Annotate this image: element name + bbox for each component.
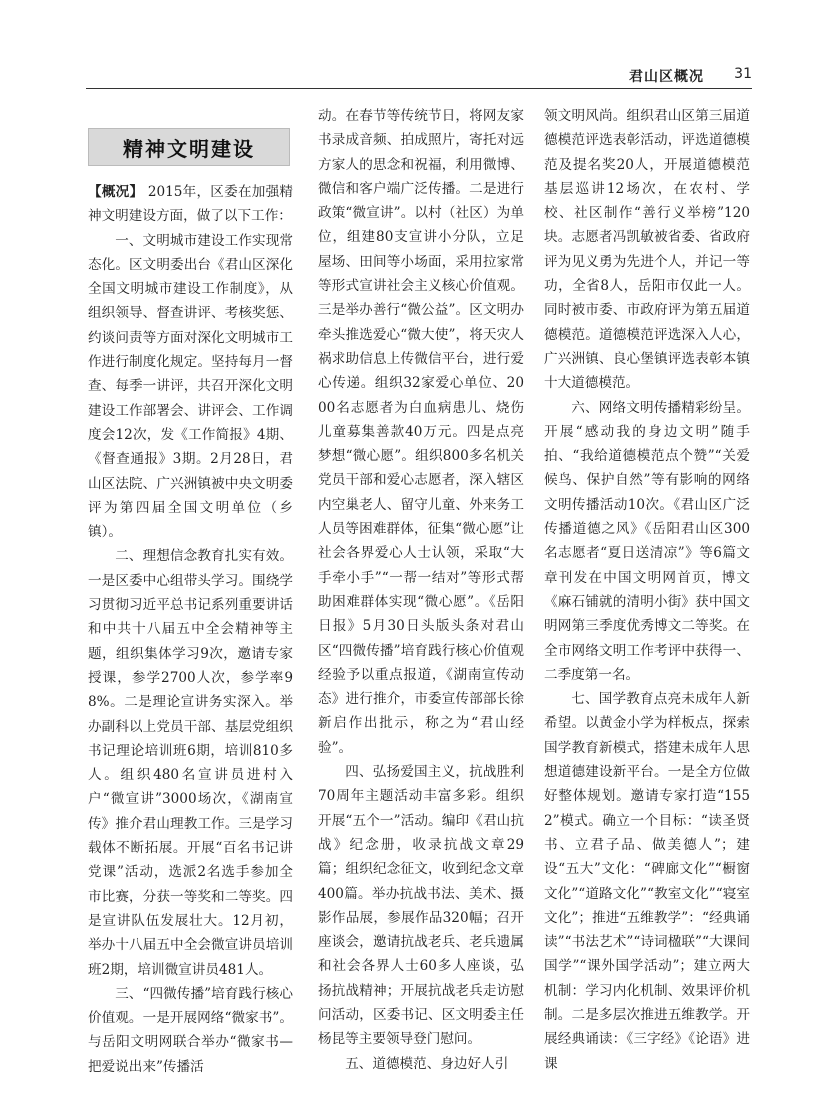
paragraph-patriotism: 四、弘扬爱国主义，抗战胜利70周年主题活动丰富多彩。组织开展“五个一”活动。编印《君山抗战》纪念册，收录抗战文章29篇；组织纪念征文，收到纪念文章400篇。举办抗战书法、美术、摄影作品展，参展作品320幅；召开座谈会，邀请抗战老兵、老兵遗属和社会各界人士60多人座谈，弘扬抗战精神；开展抗战老兵走访慰问活动，区委书记、区文明委主任杨昆等主要领导登门慰问。	[318, 764, 524, 1048]
column-1	[88, 180, 293, 1079]
paragraph-moral-models: 五、道德模范、身边好人引	[345, 1055, 509, 1072]
overview-label: 【概况】	[88, 184, 144, 200]
paragraph-moral-models-continued: 领文明风尚。组织君山区第三届道德模范评选表彰活动，评选道德模范及提名奖20人，开展道德模范基层巡讲12场次，在农村、学校、社区制作“善行义举榜”120块。志愿者冯凯敏被省委、省政府评为见义勇为先进个人，并记一等功，全省8人，岳阳市仅此一人。同时被市委、市政府评为第五届道德模范。道德模范评选深入人心，广兴洲镇、良心堡镇评选表彰本镇十大道德模范。	[544, 108, 750, 392]
page-number: 31	[734, 66, 752, 82]
section-title: 精神文明建设	[88, 128, 290, 166]
column-2	[318, 104, 524, 1076]
header-rule	[86, 88, 752, 89]
paragraph-four-micro: 三、“四微传播”培育践行核心价值观。一是开展网络“微家书”。与岳阳文明网联合举办“微家书—把爱说出来”传播活	[88, 985, 293, 1075]
overview-text: 2015年，区委在加强精神文明建设方面，做了以下工作：	[88, 184, 294, 225]
running-header	[86, 64, 752, 88]
header-title: 君山区概况	[629, 69, 704, 85]
column-3	[544, 104, 750, 1076]
overview-paragraph	[88, 180, 293, 229]
paragraph-civilized-city: 一、文明城市建设工作实现常态化。区文明委出台《君山区深化全国文明城市建设工作制度》，从组织领导、督查讲评、考核奖惩、约谈问责等方面对深化文明城市工作进行制度化规定。坚持每月一督查、每季一讲评，共召开深化文明建设工作部署会、讲评会、工作调度会12次，发《工作简报》4期、《督查通报》3期。2月28日，君山区法院、广兴洲镇被中央文明委评为第四届全国文明单位（乡镇）。	[88, 232, 293, 541]
paragraph-four-micro-continued: 动。在春节等传统节日，将网友家书录成音频、拍成照片，寄托对远方家人的思念和祝福，利用微博、微信和客户端广泛传播。二是进行政策“微宣讲”。以村（社区）为单位，组建80支宣讲小分队，立足屋场、田间等小场面，采用拉家常等形式宣讲社会主义核心价值观。三是举办善行“微公益”。区文明办牵头推选爱心“微大使”，将天灾人祸求助信息上传微信平台，进行爱心传递。组织32家爱心单位、2000名志愿者为白血病患儿、烧伤儿童募集善款40万元。四是点亮梦想“微心愿”。组织800多名机关党员干部和爱心志愿者，深入辖区内空巢老人、留守儿童、外来务工人员等困难群体，征集“微心愿”让社会各界爱心人士认领，采取“大手牵小手”“一帮一结对”等形式帮助困难群体实现“微心愿”。《岳阳日报》5月30日头版头条对君山区“四微传播”培育践行核心价值观经验予以重点报道，《湖南宣传动态》进行推介，市委宣传部部长徐新启作出批示，称之为“君山经验”。	[318, 108, 524, 756]
paragraph-ideals-education: 二、理想信念教育扎实有效。一是区委中心组带头学习。围绕学习贯彻习近平总书记系列重要讲话和中共十八届五中全会精神等主题，组织集体学习9次，邀请专家授课，参学2700人次，参学率98%。二是理论宣讲务实深入。举办副科以上党员干部、基层党组织书记理论培训班6期，培训810多人。组织480名宣讲员进村入户“微宣讲”3000场次，《湖南宣传》推介君山理教工作。三是学习载体不断拓展。开展“百名书记讲党课”活动，选派2名选手参加全市比赛，分获一等奖和二等奖。四是宣讲队伍发展壮大。12月初，举办十八届五中全会微宣讲员培训班2期，培训微宣讲员481人。	[88, 548, 293, 978]
paragraph-sinology-education: 七、国学教育点亮未成年人新希望。以黄金小学为样板点，探索国学教育新模式，搭建未成年人思想道德建设新平台。一是全方位做好整体规划。邀请专家打造“1552”模式。确立一个目标：“读圣贤书、立君子品、做美德人”；建设“五大”文化：“碑廊文化”“橱窗文化”“道路文化”“教室文化”“寝室文化”；推进“五维教学”：“经典诵读”“书法艺术”“诗词楹联”“大课间国学”“课外国学活动”；建立两大机制：学习内化机制、效果评价机制。二是多层次推进五维教学。开展经典诵读：《三字经》《论语》进课	[544, 691, 750, 1072]
paragraph-online-civility: 六、网络文明传播精彩纷呈。开展“感动我的身边文明”随手拍、“我给道德模范点个赞”“关爱候鸟、保护自然”等有影响的网络文明传播活动10次。《君山区广泛传播道德之风》《岳阳君山区300名志愿者“夏日送清凉”》等6篇文章刊发在中国文明网首页，博文《麻石铺就的清明小街》获中国文明网第三季度优秀博文二等奖。在全市网络文明工作考评中获得一、二季度第一名。	[544, 399, 750, 683]
